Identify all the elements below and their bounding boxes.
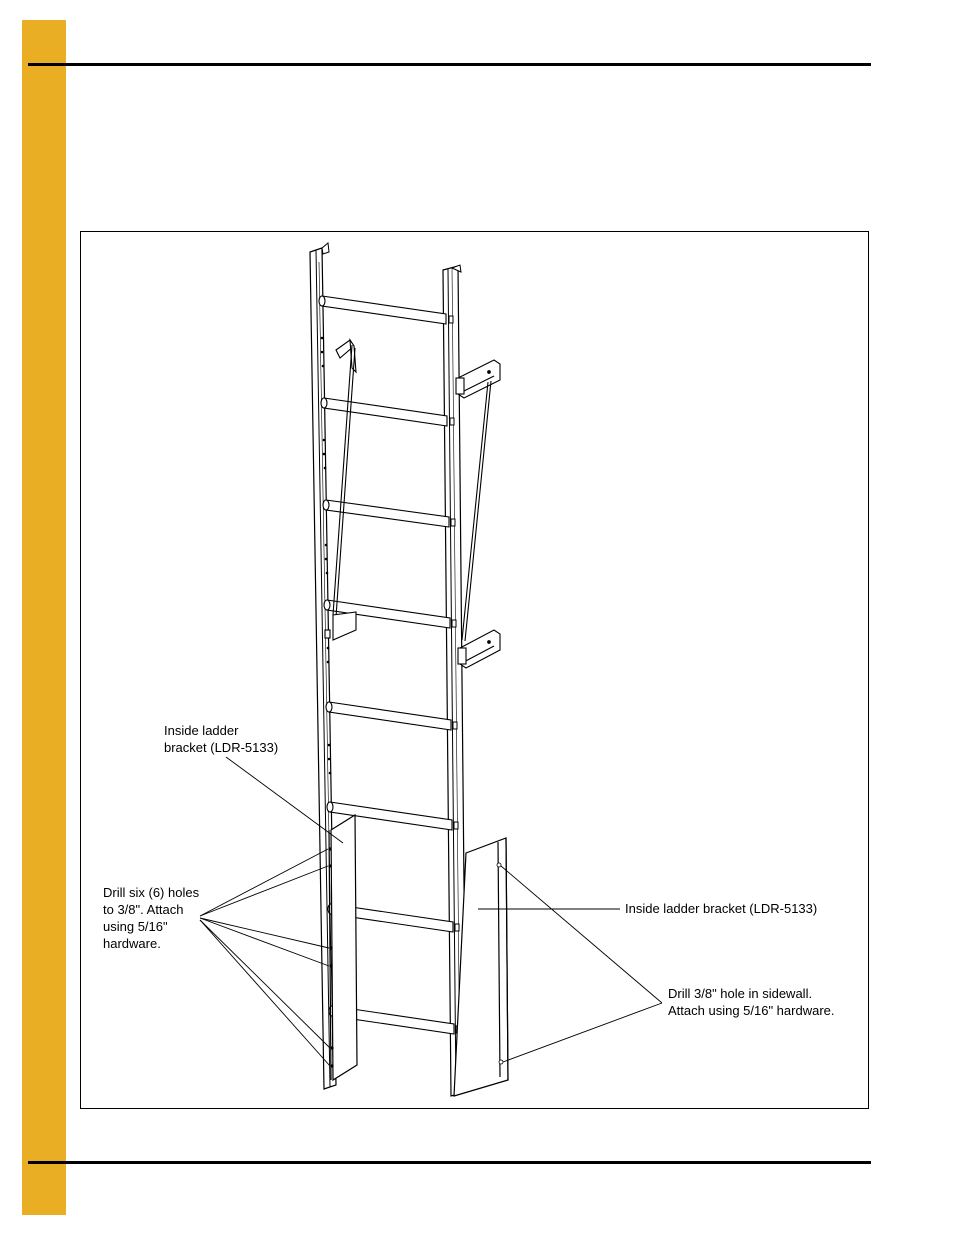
- callout-inside-ladder-bracket-right: Inside ladder bracket (LDR-5133): [625, 901, 818, 916]
- callout-leader-lines: [200, 757, 662, 1066]
- callout-inside-ladder-bracket-left: Inside ladder bracket (LDR-5133): [164, 723, 279, 755]
- callout-drill-six-holes: Drill six (6) holes to 3/8". Attach using 5/16" hardware.: [103, 885, 200, 951]
- upper-right-standoff-bracket: [456, 360, 500, 641]
- lower-right-standoff-bracket: [458, 630, 500, 668]
- inside-ladder-bracket-left: [328, 815, 357, 1080]
- callout-drill-sidewall-hole: Drill 3/8" hole in sidewall. Attach using 5/16" hardware.: [668, 986, 835, 1018]
- upper-left-standoff-bracket: [325, 340, 356, 640]
